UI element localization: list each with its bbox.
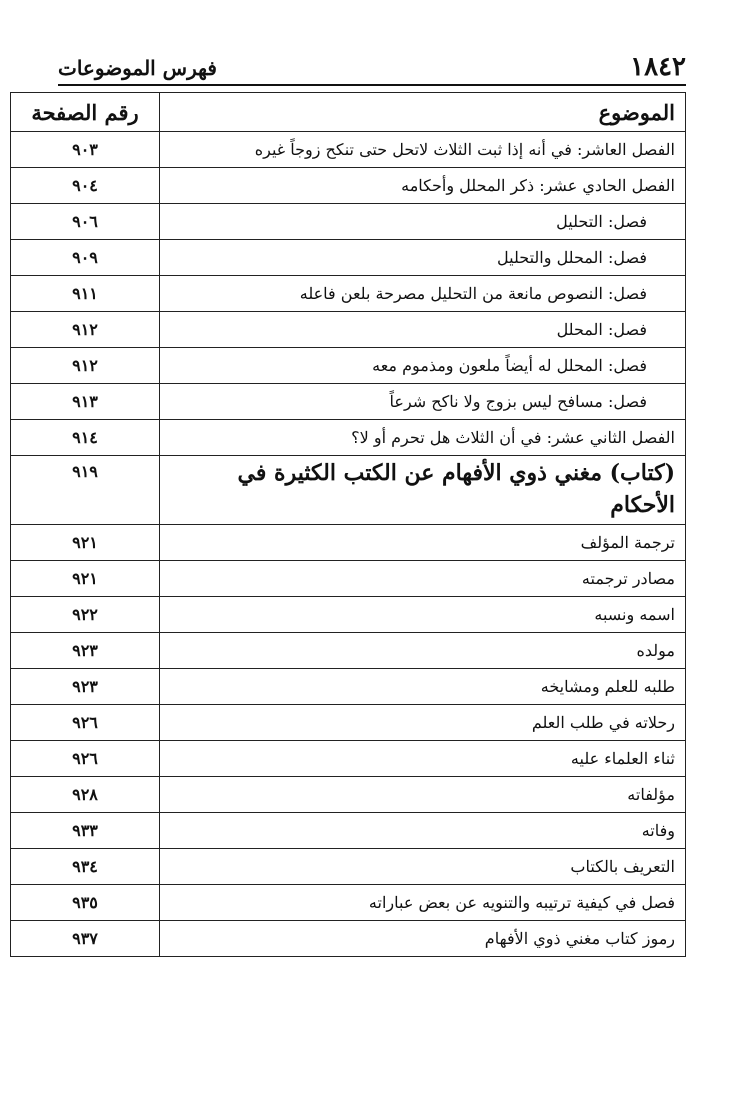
row-topic: مؤلفاته: [160, 777, 686, 813]
table-row: [11, 813, 686, 849]
row-page: ٩١٢: [11, 312, 160, 348]
row-page: ٩٣٥: [11, 885, 160, 921]
table-row: [11, 741, 686, 777]
row-page: ٩٢٢: [11, 597, 160, 633]
row-topic: (كتاب) مغني ذوي الأفهام عن الكتب الكثيرة في الأحكام: [160, 456, 686, 525]
column-header-page: رقم الصفحة: [11, 93, 160, 132]
table-row: [11, 633, 686, 669]
row-topic: الفصل الثاني عشر: في أن الثلاث هل تحرم أو لا؟: [160, 420, 686, 456]
table-row: [11, 849, 686, 885]
table-row: [11, 669, 686, 705]
row-page: ٩٢١: [11, 561, 160, 597]
table-row: [11, 384, 686, 420]
row-page: ٩٠٩: [11, 240, 160, 276]
row-topic: طلبه للعلم ومشايخه: [160, 669, 686, 705]
row-page: ٩٠٦: [11, 204, 160, 240]
running-title: فهرس الموضوعات: [58, 56, 217, 80]
row-topic: التعريف بالكتاب: [160, 849, 686, 885]
row-topic: ترجمة المؤلف: [160, 525, 686, 561]
table-row: [11, 168, 686, 204]
row-page: ٩١٢: [11, 348, 160, 384]
table-row: [11, 276, 686, 312]
row-topic: رحلاته في طلب العلم: [160, 705, 686, 741]
row-topic: فصل في كيفية ترتيبه والتنويه عن بعض عباراته: [160, 885, 686, 921]
table-row-book-title: [11, 456, 686, 525]
row-page: ٩١٤: [11, 420, 160, 456]
row-topic: ثناء العلماء عليه: [160, 741, 686, 777]
row-page: ٩٠٤: [11, 168, 160, 204]
row-topic: فصل: المحلل والتحليل: [160, 240, 686, 276]
row-topic: اسمه ونسبه: [160, 597, 686, 633]
table-row: [11, 240, 686, 276]
contents-table: [10, 92, 686, 957]
page-header: [58, 50, 686, 86]
row-topic: مولده: [160, 633, 686, 669]
row-page: ٩٢١: [11, 525, 160, 561]
row-topic: فصل: التحليل: [160, 204, 686, 240]
table-row: [11, 312, 686, 348]
row-page: ٩١٣: [11, 384, 160, 420]
table-row: [11, 525, 686, 561]
row-page: ٩٢٨: [11, 777, 160, 813]
row-topic: فصل: النصوص مانعة من التحليل مصرحة بلعن فاعله: [160, 276, 686, 312]
row-topic: فصل: مسافح ليس بزوج ولا ناكح شرعاً: [160, 384, 686, 420]
table-row: [11, 132, 686, 168]
row-page: ٩٢٦: [11, 705, 160, 741]
table-row: [11, 348, 686, 384]
row-page: ٩٢٣: [11, 669, 160, 705]
row-page: ٩٣٤: [11, 849, 160, 885]
row-page: ٩٢٣: [11, 633, 160, 669]
row-topic: رموز كتاب مغني ذوي الأفهام: [160, 921, 686, 957]
row-topic: وفاته: [160, 813, 686, 849]
row-topic: مصادر ترجمته: [160, 561, 686, 597]
table-row: [11, 777, 686, 813]
row-topic: الفصل العاشر: في أنه إذا ثبت الثلاث لاتحل حتى تنكح زوجاً غيره: [160, 132, 686, 168]
row-topic: فصل: المحلل: [160, 312, 686, 348]
row-page: ٩١١: [11, 276, 160, 312]
row-topic: فصل: المحلل له أيضاً ملعون ومذموم معه: [160, 348, 686, 384]
row-page: ٩٣٧: [11, 921, 160, 957]
table-row: [11, 885, 686, 921]
row-page: ٩١٩: [11, 456, 160, 525]
page-number: ١٨٤٢: [630, 52, 686, 82]
table-row: [11, 705, 686, 741]
table-header-row: [11, 93, 686, 132]
row-page: ٩٣٣: [11, 813, 160, 849]
table-row: [11, 921, 686, 957]
table-row: [11, 561, 686, 597]
column-header-topic: الموضوع: [160, 93, 686, 132]
row-topic: الفصل الحادي عشر: ذكر المحلل وأحكامه: [160, 168, 686, 204]
row-page: ٩٠٣: [11, 132, 160, 168]
table-row: [11, 597, 686, 633]
table-row: [11, 420, 686, 456]
table-row: [11, 204, 686, 240]
row-page: ٩٢٦: [11, 741, 160, 777]
